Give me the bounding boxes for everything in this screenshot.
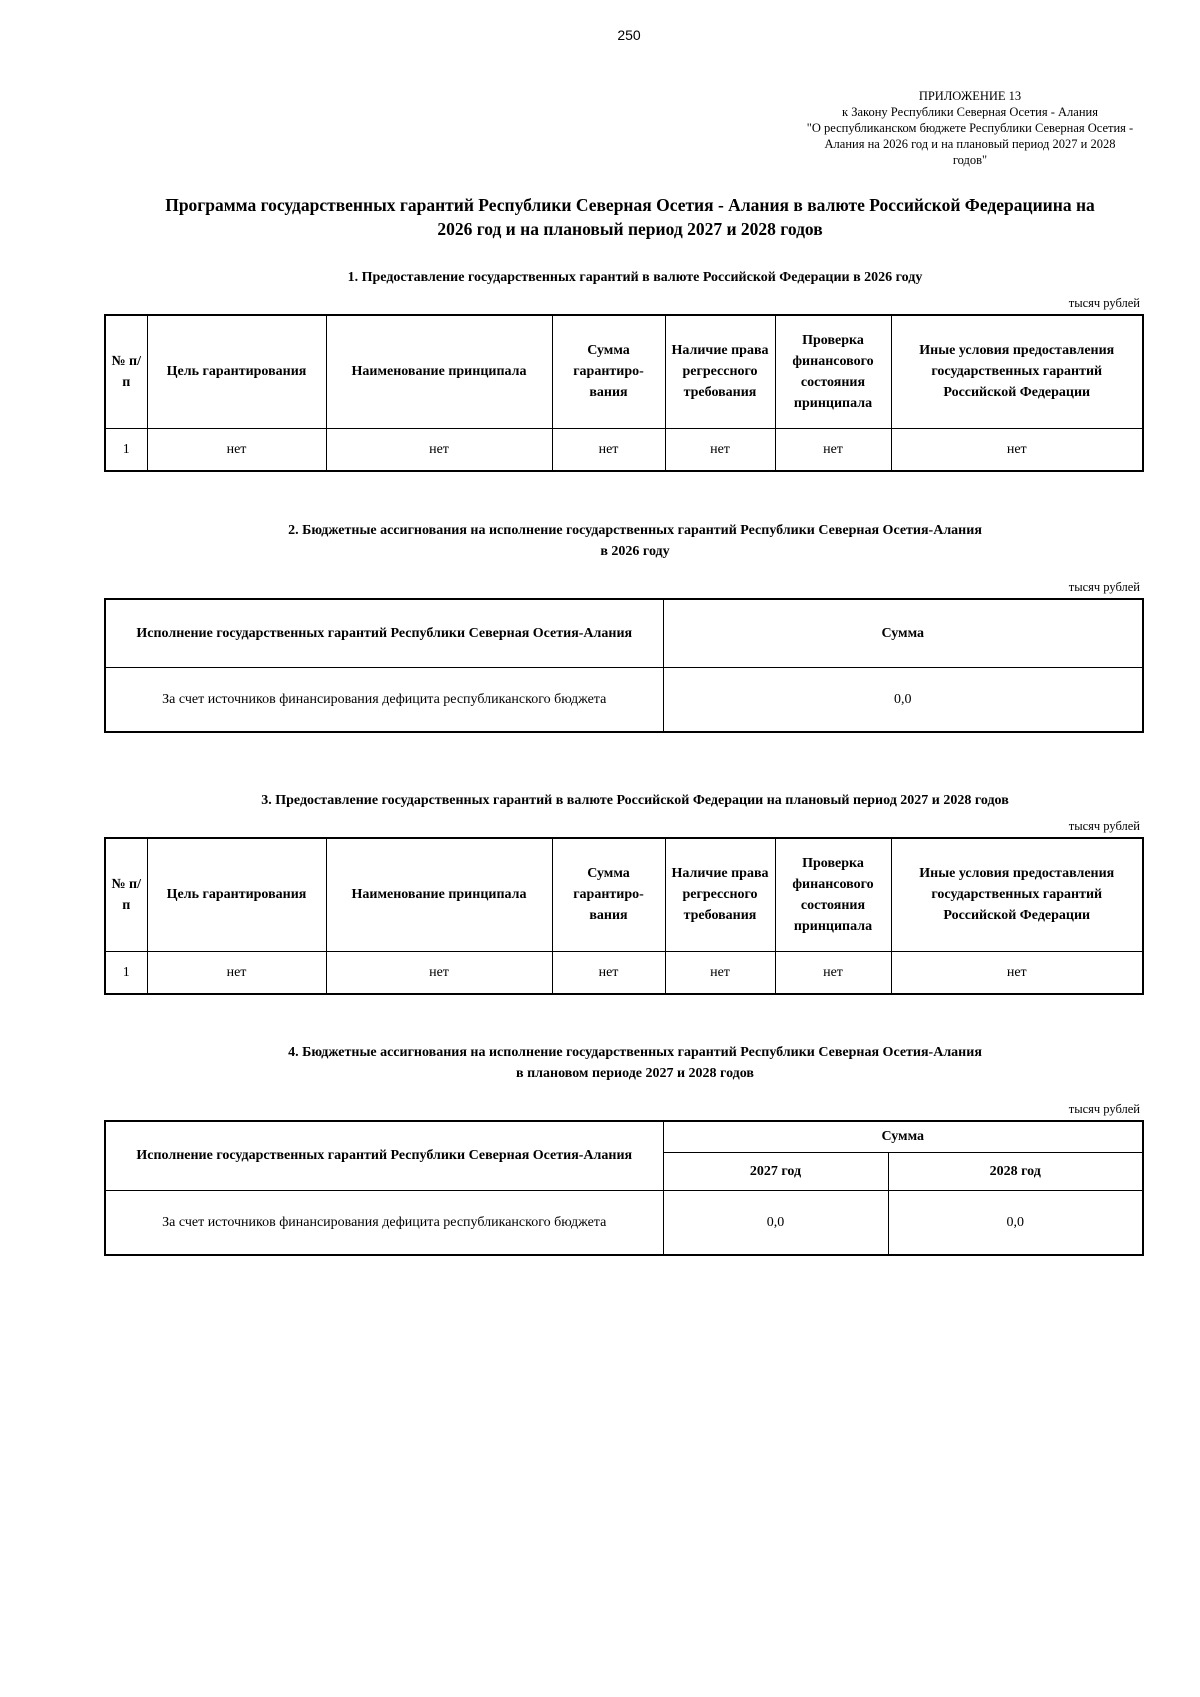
section-2-unit: тысяч рублей [1068,580,1140,594]
section-2-table [104,598,1144,733]
table-header-row [105,315,1143,428]
header-cell: Исполнение государственных гарантий Республики Северная Осетия-Алания [105,1121,663,1190]
table-cell: нет [665,428,775,471]
header-cell: Сумма гарантиро-вания [552,838,665,951]
appendix-line: к Закону Республики Северная Осетия - Алания [842,105,1098,119]
appendix-line: Алания на 2026 год и на плановый период 2027 и 2028 [824,137,1116,151]
header-cell: Иные условия предоставления государственных гарантий Российской Федерации [891,315,1143,428]
header-cell: Наличие права регрессного требования [665,315,775,428]
header-cell: Сумма гарантиро-вания [552,315,665,428]
header-cell: Цель гарантирования [147,838,326,951]
header-cell: Наличие права регрессного требования [665,838,775,951]
section-4-title [95,1042,1175,1084]
section-2-title [95,520,1175,562]
page-title-line: 2026 год и на плановый период 2027 и 2028 годов [437,219,823,239]
table-cell: За счет источников финансирования дефицита республиканского бюджета [105,1190,663,1255]
appendix-line: годов" [952,153,988,167]
section-2-title-line: 2. Бюджетные ассигнования на исполнение государственных гарантий Республики Северная Осетия-Алания [288,523,982,538]
page-title [95,193,1165,241]
section-1-unit: тысяч рублей [1068,296,1140,310]
header-cell: Иные условия предоставления государственных гарантий Российской Федерации [891,838,1143,951]
appendix-note [770,88,1170,168]
table-cell: За счет источников финансирования дефицита республиканского бюджета [105,667,663,732]
table-row [105,951,1143,994]
table-cell: нет [891,951,1143,994]
page-title-line: Программа государственных гарантий Республики Северная Осетия - Алания в валюте Российской Федерациина на [165,195,1095,215]
header-cell: Проверка финансового состояния принципала [775,838,891,951]
table-cell: нет [775,951,891,994]
header-cell: Сумма [663,1121,1143,1152]
table-row [105,667,1143,732]
table-cell: нет [775,428,891,471]
table-cell: нет [147,428,326,471]
section-3-unit: тысяч рублей [1068,819,1140,833]
section-1-table [104,314,1144,472]
table-cell: нет [665,951,775,994]
table-cell: 1 [105,428,147,471]
header-cell: № п/п [105,315,147,428]
table-header-row [105,599,1143,667]
table-cell: нет [891,428,1143,471]
table-cell: нет [552,951,665,994]
section-3-title: 3. Предоставление государственных гарантий в валюте Российской Федерации на плановый период 2027 и 2028 годов [261,793,1009,808]
table-header-row [105,838,1143,951]
section-4-title-line: 4. Бюджетные ассигнования на исполнение государственных гарантий Республики Северная Осетия-Алания [288,1045,982,1060]
appendix-line: ПРИЛОЖЕНИЕ 13 [918,89,1022,103]
table-cell: 0,0 [663,667,1143,732]
header-cell: Наименование принципала [326,838,552,951]
section-1-title: 1. Предоставление государственных гарантий в валюте Российской Федерации в 2026 году [347,270,923,285]
header-cell: Сумма [663,599,1143,667]
table-cell: нет [326,428,552,471]
header-cell: Наименование принципала [326,315,552,428]
section-4-unit: тысяч рублей [1068,1102,1140,1116]
header-cell: № п/п [105,838,147,951]
header-cell: 2028 год [888,1152,1143,1190]
table-cell: 1 [105,951,147,994]
section-4-table [104,1120,1144,1256]
table-row [105,428,1143,471]
table-cell: нет [326,951,552,994]
table-header-row [105,1121,1143,1152]
appendix-line: "О республиканском бюджете Республики Северная Осетия - [806,121,1134,135]
header-cell: Исполнение государственных гарантий Республики Северная Осетия-Алания [105,599,663,667]
header-cell: Цель гарантирования [147,315,326,428]
header-cell: Проверка финансового состояния принципала [775,315,891,428]
section-3-table [104,837,1144,995]
header-cell: 2027 год [663,1152,888,1190]
section-4-title-line: в плановом периоде 2027 и 2028 годов [516,1066,754,1081]
page-number: 250 [617,27,641,43]
table-cell: 0,0 [888,1190,1143,1255]
table-row [105,1190,1143,1255]
table-cell: нет [147,951,326,994]
table-cell: 0,0 [663,1190,888,1255]
table-cell: нет [552,428,665,471]
section-2-title-line: в 2026 году [600,544,670,559]
